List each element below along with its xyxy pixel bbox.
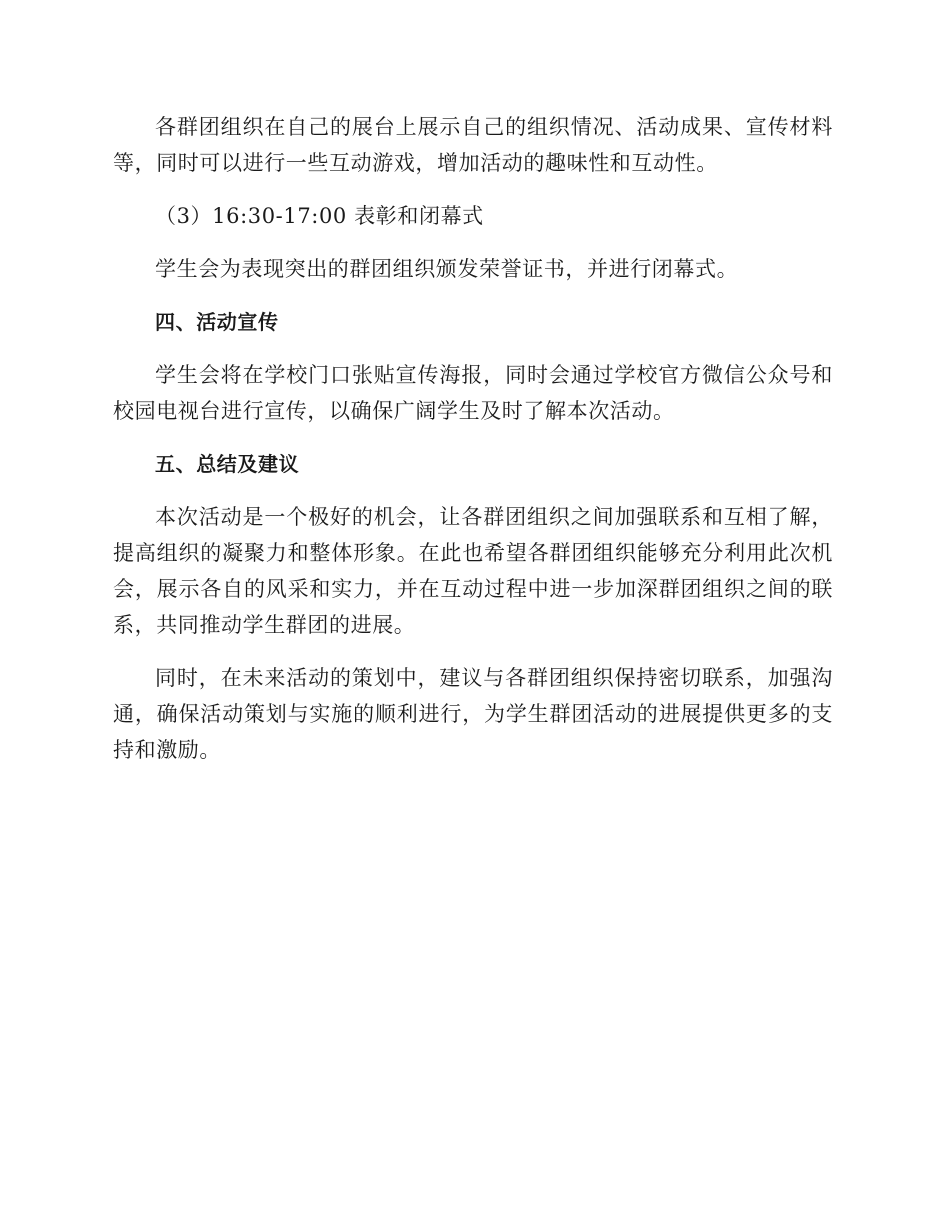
schedule-item-awards-closing: （3）16:30-17:00 表彰和闭幕式	[155, 204, 484, 228]
document-body	[113, 109, 833, 785]
section-heading-publicity: 四、活动宣传	[155, 310, 279, 334]
paragraph-summary: 本次活动是一个极好的机会，让各群团组织之间加强联系和互相了解，提高组织的凝聚力和整体形象。在此也希望各群团组织能够充分利用此次机会，展示各自的风采和实力，并在互动过程中进一步加深群团组织之间的联系，共同推动学生群团的进展。	[113, 505, 833, 637]
paragraph-publicity: 学生会将在学校门口张贴宣传海报，同时会通过学校官方微信公众号和校园电视台进行宣传，以确保广阔学生及时了解本次活动。	[113, 363, 833, 423]
section-heading-summary: 五、总结及建议	[155, 452, 300, 476]
paragraph-suggestion: 同时，在未来活动的策划中，建议与各群团组织保持密切联系，加强沟通，确保活动策划与实施的顺利进行，为学生群团活动的进展提供更多的支持和激励。	[113, 666, 833, 762]
paragraph-booth-display: 各群团组织在自己的展台上展示自己的组织情况、活动成果、宣传材料等，同时可以进行一些互动游戏，增加活动的趣味性和互动性。	[113, 115, 833, 175]
paragraph-awards: 学生会为表现突出的群团组织颁发荣誉证书，并进行闭幕式。	[155, 257, 739, 281]
